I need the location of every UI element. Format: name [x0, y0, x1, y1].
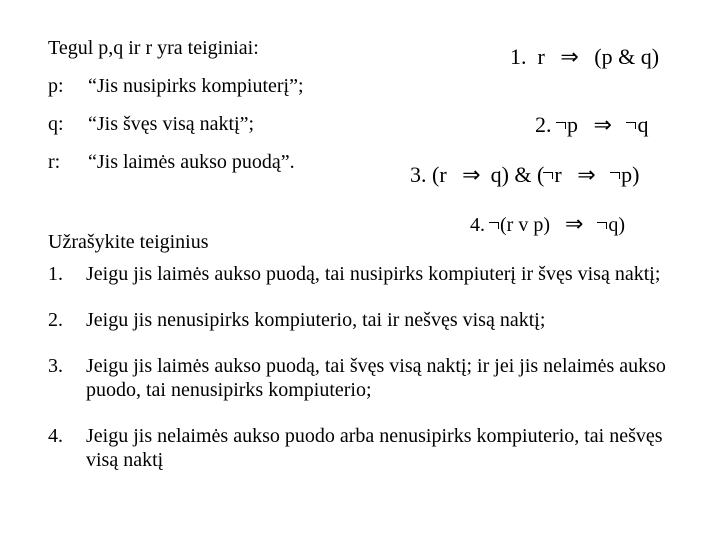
list-item: [48, 354, 688, 402]
list-item: [48, 424, 688, 472]
intro-text: Tegul p,q ir r yra teiginiai:: [48, 37, 259, 59]
formula-4: [470, 212, 625, 238]
list-number: 1.: [48, 263, 63, 285]
negation-icon: [627, 112, 648, 138]
formula-number: 4.: [470, 214, 485, 236]
implies-icon: ⇒: [593, 113, 612, 138]
formula-part: (p & q): [594, 44, 660, 69]
list-item: [48, 262, 688, 286]
formula-part: r: [537, 44, 545, 69]
implies-icon: ⇒: [564, 212, 584, 237]
formula-number: 1.: [510, 44, 527, 69]
formula-2: [535, 112, 648, 139]
formula-part: (r v p): [500, 214, 550, 236]
list-text: Jeigu jis laimės aukso puodą, tai nusipirks kompiuterį ir švęs visą naktį;: [86, 263, 661, 285]
statement-text: “Jis švęs visą naktį”;: [88, 113, 255, 135]
formula-part: q) & (: [490, 162, 545, 187]
statement-label: r:: [48, 151, 61, 173]
implies-icon: ⇒: [462, 163, 481, 188]
list-item: [48, 308, 688, 332]
formula-1: [510, 44, 659, 71]
negation-icon: [544, 162, 561, 188]
formula-part: p: [567, 112, 578, 137]
negation-icon: [557, 112, 578, 138]
negation-icon: [598, 212, 625, 238]
statement-r: [48, 150, 295, 174]
formula-part: q: [637, 112, 649, 137]
statement-p: [48, 74, 304, 98]
statement-text: “Jis nusipirks kompiuterį”;: [88, 75, 304, 97]
list-text: Jeigu jis nelaimės aukso puodo arba nenusipirks kompiuterio, tai nešvęs visą naktį: [86, 425, 663, 471]
list-number: 2.: [48, 309, 63, 331]
formula-part: q): [608, 214, 626, 236]
task-heading: Užrašykite teiginius: [48, 231, 209, 253]
sentence-list: [48, 262, 688, 494]
statement-label: p:: [48, 75, 64, 97]
formula-part: p): [621, 162, 640, 187]
negation-icon: [490, 212, 550, 238]
formula-part: (r: [432, 162, 447, 187]
negation-icon: [611, 162, 639, 188]
statement-label: q:: [48, 113, 64, 135]
implies-icon: ⇒: [577, 163, 596, 188]
statement-text: “Jis laimės aukso puodą”.: [88, 151, 295, 173]
list-number: 3.: [48, 355, 63, 377]
list-text: Jeigu jis laimės aukso puodą, tai švęs visą naktį; ir jei jis nelaimės aukso puodo, tai nenusipirks kompiuterio;: [86, 355, 666, 401]
formula-number: 3.: [410, 162, 427, 187]
formula-part: r: [554, 162, 562, 187]
formula-number: 2.: [535, 112, 552, 137]
list-text: Jeigu jis nenusipirks kompiuterio, tai ir nešvęs visą naktį;: [86, 309, 546, 331]
implies-icon: ⇒: [560, 45, 579, 70]
list-number: 4.: [48, 425, 63, 447]
statement-q: [48, 112, 254, 136]
formula-3: [410, 162, 639, 189]
